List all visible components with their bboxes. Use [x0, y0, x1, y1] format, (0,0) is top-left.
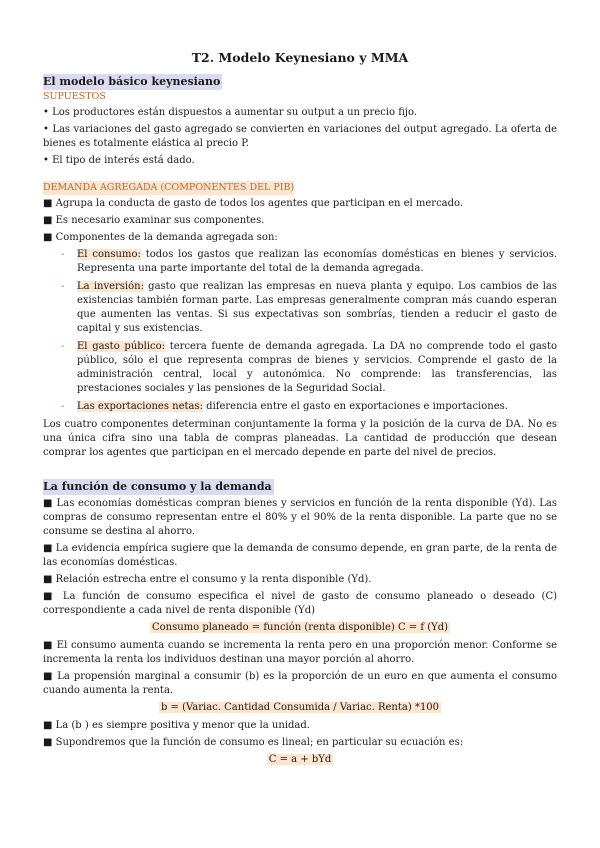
- demanda-bullet-1: ■ Agrupa la conducta de gasto de todos los agentes que participan en el mercado.: [43, 198, 464, 209]
- equation-consumo-lineal: C = a + bYd: [268, 754, 332, 765]
- consumo-paragraph-6: ■ La propensión marginal a consumir (b) es la proporción de un euro en que aumenta el consumo cuando aumenta la renta.: [43, 671, 557, 696]
- dash-marker: -: [61, 341, 65, 352]
- equation-consumo-planeado: Consumo planeado = función (renta disponible) C = f (Yd): [151, 622, 449, 633]
- dash-marker: -: [61, 281, 65, 292]
- component-text: gasto que realizan las empresas en nueva planta y equipo. Los cambios de las existencias también forman parte. Las empresas generalmente compran más cuando esperan que aumenten las ventas. Si sus expectativas son sombrías, tienden a reducir el gasto de capital y sus existencias.: [77, 281, 557, 334]
- demanda-agregada-label: DEMANDA AGREGADA (COMPONENTES DEL PIB): [43, 182, 295, 193]
- component-text: todos los gastos que realizan las economías domésticas en bienes y servicios. Representa una parte importante del total de la demanda agregada.: [77, 249, 558, 274]
- dash-marker: -: [61, 401, 65, 412]
- consumo-paragraph-8: ■ Supondremos que la función de consumo es lineal; en particular su ecuación es:: [43, 737, 464, 748]
- component-consumo: [43, 248, 557, 276]
- demanda-bullet-3: ■ Componentes de la demanda agregada son:: [43, 232, 278, 243]
- component-text: diferencia entre el gasto en exportaciones e importaciones.: [202, 401, 508, 412]
- section-heading-funcion-consumo: La función de consumo y la demanda: [43, 480, 272, 493]
- component-inversion: [43, 280, 557, 336]
- component-term: La inversión:: [77, 281, 144, 292]
- supuestos-label: SUPUESTOS: [43, 91, 106, 102]
- component-term: El gasto público:: [77, 341, 166, 352]
- closing-paragraph: Los cuatro componentes determinan conjuntamente la forma y la posición de la curva de DA. No es una única cifra sino una tabla de compras planeadas. La cantidad de producción que desean comprar los agentes que participan en el mercado depende en parte del nivel de precios.: [43, 419, 557, 458]
- component-gasto-publico: [43, 340, 557, 396]
- consumo-paragraph-1: ■ Las economías domésticas compran bienes y servicios en función de la renta disponible (Yd). Las compras de consumo representan entre el 80% y el 90% de la renta disponible. La parte que no se consume se destina al ahorro.: [43, 498, 557, 537]
- demanda-bullet-2: ■ Es necesario examinar sus componentes.: [43, 215, 265, 226]
- supuesto-2: • Las variaciones del gasto agregado se convierten en variaciones del output agregado. La oferta de bienes es totalmente elástica al precio P.: [43, 124, 557, 149]
- equation-1-row: [43, 621, 557, 635]
- section-heading-modelo-basico: El modelo básico keynesiano: [43, 75, 221, 88]
- equation-2-row: [43, 701, 557, 715]
- component-term: Las exportaciones netas:: [77, 401, 203, 412]
- consumo-paragraph-2: ■ La evidencia empírica sugiere que la demanda de consumo depende, en gran parte, de la renta de las economías domésticas.: [43, 543, 557, 568]
- consumo-paragraph-3: ■ Relación estrecha entre el consumo y la renta disponible (Yd).: [43, 574, 372, 585]
- document-page: [43, 0, 557, 771]
- consumo-paragraph-7: ■ La (b ) es siempre positiva y menor que la unidad.: [43, 720, 310, 731]
- equation-pmc: b = (Variac. Cantidad Consumida / Variac. Renta) *100: [160, 702, 440, 713]
- equation-3-row: [43, 753, 557, 767]
- document-title: T2. Modelo Keynesiano y MMA: [191, 50, 409, 65]
- supuesto-1: • Los productores están dispuestos a aumentar su output a un precio fijo.: [43, 107, 418, 118]
- consumo-paragraph-4: ■ La función de consumo especifica el nivel de gasto de consumo planeado o deseado (C) correspondiente a cada nivel de renta disponible (Yd): [43, 591, 557, 616]
- component-exportaciones-netas: [43, 400, 557, 414]
- dash-marker: -: [61, 249, 65, 260]
- component-term: El consumo:: [77, 249, 141, 260]
- consumo-paragraph-5: ■ El consumo aumenta cuando se incrementa la renta pero en una proporción menor. Conforme se incrementa la renta los individuos destinan una mayor porción al ahorro.: [43, 640, 557, 665]
- component-text: tercera fuente de demanda agregada. La DA no comprende todo el gasto público, sólo el que representa compras de bienes y servicios. Comprende el gasto de la administración central, local y autonómica. No comprende: las transferencias, las prestaciones sociales y las pensiones de la Seguridad Social.: [77, 341, 557, 394]
- supuesto-3: • El tipo de interés está dado.: [43, 155, 195, 166]
